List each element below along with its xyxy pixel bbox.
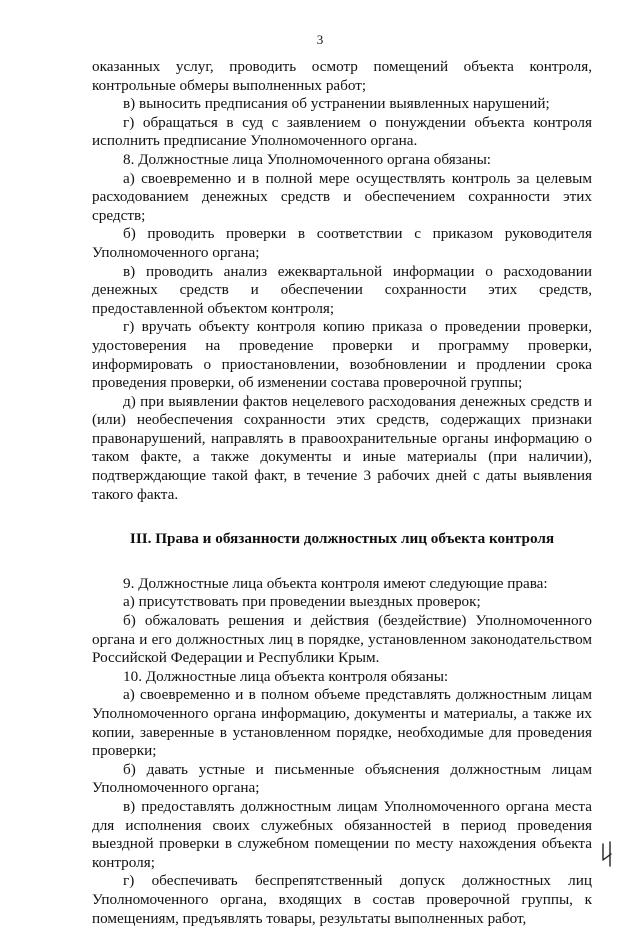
paragraph-9a: а) присутствовать при проведении выездных проверок; [123, 593, 481, 611]
paragraph-8v: в) проводить анализ ежеквартальной информации о расходовании денежных средств и обеспечении сохранности этих средств, предоставленной объектом контроля; [92, 262, 592, 317]
section-heading: III. Права и обязанности должностных лиц объекта контроля [129, 530, 555, 548]
paragraph-continuation: оказанных услуг, проводить осмотр помещений объекта контроля, контрольные обмеры выполненных работ; [92, 58, 592, 94]
paragraph-8d: д) при выявлении фактов нецелевого расходования денежных средств и (или) необеспечения сохранности этих средств, содержащих признаки правонарушений, направлять в правоохранительные органы информацию о таком факте, а также документы и иные материалы (при наличии), подтверждающие такой факт, в течение 3 рабочих дней с даты выявления такого факта. [92, 392, 592, 503]
paragraph-9b: б) обжаловать решения и действия (бездействие) Уполномоченного органа и его должностных лиц в порядке, установленном законодательством Российской Федерации и Республики Крым. [92, 612, 592, 667]
paragraph-10a: а) своевременно и в полном объеме представлять должностным лицам Уполномоченного органа информацию, документы и материалы, а также их копии, заверенные в установленном порядке, необходимые для проведения проверки; [92, 686, 592, 760]
paragraph-10b: б) давать устные и письменные объяснения должностным лицам Уполномоченного органа; [92, 760, 592, 797]
paragraph-8b: б) проводить проверки в соответствии с приказом руководителя Уполномоченного органа; [92, 225, 592, 261]
paragraph-7g: г) обращаться в суд с заявлением о понуждении объекта контроля исполнить предписание Уполномоченного органа. [92, 113, 592, 150]
paragraph-8: 8. Должностные лица Уполномоченного органа обязаны: [123, 150, 492, 168]
handwritten-mark-icon [600, 840, 614, 868]
paragraph-8g: г) вручать объекту контроля копию приказа о проведении проверки, удостоверения на проведение проверки и программу проверки, информировать о приостановлении, возобновлении и продлении срока проведения проверки, об изменении состава проверочной группы; [92, 318, 592, 392]
paragraph-7v: в) выносить предписания об устранении выявленных нарушений; [123, 95, 550, 113]
paragraph-10g: г) обеспечивать беспрепятственный допуск должностных лиц Уполномоченного органа, входящих в состав проверочной группы, к помещениям, предъявлять товары, результаты выполненных работ, [92, 872, 592, 927]
document-body [92, 58, 592, 928]
paragraph-8a: а) своевременно и в полной мере осуществлять контроль за целевым расходованием денежных средств и обеспечением сохранности этих средств; [92, 169, 592, 224]
paragraph-10: 10. Должностные лица объекта контроля обязаны: [123, 667, 449, 685]
paragraph-10v: в) предоставлять должностным лицам Уполномоченного органа места для исполнения своих служебных обязанностей в период проведения выездной проверки в служебном помещении по месту нахождения объекта контроля; [92, 797, 592, 871]
paragraph-9: 9. Должностные лица объекта контроля имеют следующие права: [123, 574, 548, 592]
page-number: 3 [316, 32, 324, 47]
